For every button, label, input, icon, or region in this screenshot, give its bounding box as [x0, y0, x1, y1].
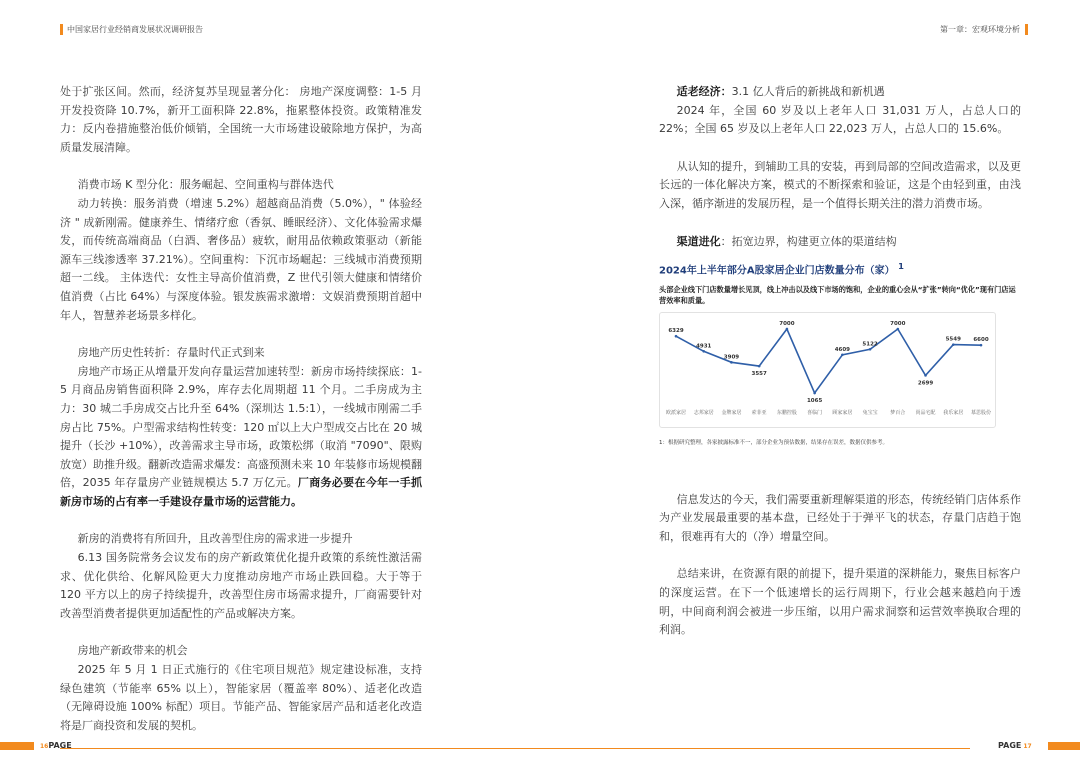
- data-point: [786, 328, 789, 331]
- paragraph-summary: 总结来讲，在资源有限的前提下，提升渠道的深耕能力，聚焦目标客户的深度运营。在下一个低速增长的运行周期下，行业会越来越趋向于透明，中间商利润会被进一步压缩，以用户需求洞察和运营效率换取合理的利润。: [659, 567, 1021, 637]
- real-estate-turn-text: 房地产市场正从增量开发向存量运营加速转型：新房市场持续探底：1-5 月商品房销售面积降 2.9%，库存去化周期超 11 个月。二手房成为主力：30 城二手房成交占比升至 64%（深圳达 1.5:1），一线城市刚需二手房占比 75%。户型需求结构性转变：120 ㎡以上大户型成交占比在 20 城提升（长沙 +10%），改善需求主导市场，政策松绑（取消 "7090"、限购放宽）助推升级。翻新改造需求爆发：高盛预测未来 10 年装修市场规模翻倍，2035 年存量房产业链规模达 5.7 万亿元。: [60, 364, 422, 490]
- data-label: 1065: [806, 398, 823, 405]
- heading-channel-evolution: [659, 233, 1021, 252]
- data-label: 2699: [917, 380, 934, 387]
- footer-accent-left: [0, 742, 34, 750]
- data-label: 4931: [696, 343, 712, 350]
- data-label: 6600: [973, 337, 989, 344]
- left-page-column: [60, 83, 422, 735]
- paragraph-consumer-market: 动力转换：服务消费（增速 5.2%）超越商品消费（5.0%），" 体验经济 " 成新刚需。健康养生、情绪疗愈（香氛、睡眠经济）、文化体验需求爆发，而传统高端商品（白酒、奢侈品）疲软，耐用品依赖政策驱动（新能源车三线渗透率 37.21%）。空间重构：下沉市场崛起：三线城市消费预期超一二线。 主体迭代：女性主导高价值消费，Z 世代引领大健康和情绪价值消费（占比 64%）与深度体验。银发族需求激增：文娱消费预期首超中年人，智慧养老场景多样化。: [60, 196, 422, 322]
- data-point: [924, 374, 927, 377]
- x-tick-label: 喜临门: [807, 410, 823, 417]
- chapter-title-header: 第一章：宏观环境分析: [940, 24, 1028, 35]
- x-tick-label: 兔宝宝: [862, 410, 878, 417]
- paragraph-real-estate-turn: [60, 363, 422, 512]
- page-number-right: 17: [1023, 743, 1032, 750]
- data-point: [813, 392, 816, 395]
- right-page-column: [659, 83, 1021, 640]
- data-label: 4609: [834, 346, 851, 353]
- paragraph-new-housing: 6.13 国务院常务会议发布的房产新政策优化提升政策的系统性激活需求、优化供给、化解风险更大力度推动房地产市场止跌回稳。大于等于 120 平方以上的房子持续提升，改善型住房市场需求提升，厂商需要针对改善型消费者提供更加适配性的产品或解决方案。: [60, 551, 422, 620]
- x-tick-label: 东鹏控股: [776, 410, 797, 417]
- heading-policy-opportunity: 房地产新政带来的机会: [77, 644, 188, 658]
- footer-rule-right: [480, 748, 970, 749]
- paragraph-channel-info: 信息发达的今天，我们需要重新理解渠道的形态，传统经销门店体系作为产业发展最重要的基本盘，已经处于于弹平飞的状态，存量门店趋于饱和，很难再有大的（净）增量空间。: [659, 492, 1021, 543]
- x-tick-label: 志邦家居: [693, 410, 714, 417]
- channel-evolution-title: ：拓宽边界，构建更立体的渠道结构: [720, 234, 897, 248]
- data-label: 5549: [945, 336, 961, 343]
- x-tick-label: 尚品宅配: [915, 410, 936, 417]
- data-point: [869, 348, 872, 351]
- data-point: [702, 350, 705, 353]
- paragraph-aging-population: 2024 年，全国 60 岁及以上老年人口 31,031 万人，占总人口的 22%；全国 65 岁及以上老年人口 22,023 万人，占总人口的 15.6%。: [659, 103, 1021, 136]
- data-label: 6329: [668, 328, 684, 335]
- paragraph-economy: 处于扩张区间。然而，经济复苏呈现显著分化： 房地产深度调整：1-5 月开发投资降 10.7%，新开工面积降 22.8%，拖累整体投资。政策精准发力：反内卷措施整治低价倾销，全国统一大市场建设破除地方保护，为高质量发展清障。: [60, 85, 422, 154]
- data-point: [758, 365, 761, 368]
- page-word-left: PAGE: [48, 741, 72, 750]
- data-label: 7000: [890, 321, 906, 328]
- data-label: 3909: [723, 354, 740, 361]
- chart-plot-area: [659, 312, 996, 428]
- chart-title: [659, 257, 1021, 281]
- heading-consumer-market: 消费市场 K 型分化：服务崛起、空间重构与群体迭代: [77, 178, 334, 192]
- aging-economy-title: 3.1 亿人背后的新挑战和新机遇: [731, 85, 885, 98]
- data-point: [897, 328, 900, 331]
- channel-evolution-label: 渠道进化: [676, 234, 721, 248]
- store-count-chart: [659, 257, 1021, 453]
- aging-economy-label: 适老经济：: [676, 85, 732, 98]
- data-label: 5122: [862, 341, 878, 348]
- paragraph-aging-market: 从认知的提升，到辅助工具的安装，再到局部的空间改造需求，以及更长远的一体化解决方案，模式的不断探索和验证，这是个由轻到重，由浅入深，循序渐进的发展历程，是一个值得长期关注的潜力消费市场。: [659, 159, 1021, 210]
- chart-footnote: 1：根据研究整理，各家披露标准不一，部分企业为预估数据，结果存在误差，数据仅供参考。: [659, 440, 889, 447]
- page-label-left: [40, 741, 72, 750]
- x-tick-label: 梦百合: [890, 410, 906, 417]
- page-label-right: [998, 741, 1032, 750]
- series-line: [676, 329, 981, 393]
- chart-title-footnote-mark: 1: [898, 261, 904, 272]
- data-point: [730, 361, 733, 364]
- heading-aging-economy: [659, 83, 1021, 102]
- paragraph-policy-opportunity: 2025 年 5 月 1 日正式施行的《住宅项目规范》规定建设标准，支持绿色建筑（节能率 65% 以上），智能家居（覆盖率 80%）、适老化改造（无障碍设施 100% 标配）项目。节能产品、智能家居产品和适老化改造将是厂商投资和发展的契机。: [60, 663, 422, 732]
- x-tick-label: 欧派家居: [665, 410, 687, 417]
- line-chart-svg: [660, 313, 997, 429]
- data-point: [952, 343, 955, 346]
- data-point: [675, 335, 678, 338]
- data-label: 7000: [779, 321, 795, 328]
- x-tick-label: 金牌家居: [721, 410, 742, 417]
- x-tick-label: 我乐家居: [943, 410, 964, 417]
- x-tick-label: 索菲亚: [751, 410, 767, 417]
- real-estate-bold-conclusion: 厂商务必要在今年一手抓新房市场的占有率一手建设存量市场的运营能力。: [60, 476, 422, 508]
- chart-title-text: 2024年上半年部分A股家居企业门店数量分布（家）: [659, 265, 895, 277]
- x-tick-label: 慕思股份: [970, 410, 992, 417]
- heading-real-estate-turn: 房地产历史性转折：存量时代正式到来: [77, 346, 265, 360]
- page-number-left: 16: [40, 743, 49, 750]
- page-word-right: PAGE: [998, 741, 1022, 750]
- footer-accent-right: [1048, 742, 1080, 750]
- report-title-header: 中国家居行业经销商发展状况调研报告: [60, 24, 203, 35]
- heading-new-housing: 新房的消费将有所回升，且改善型住房的需求进一步提升: [77, 532, 353, 546]
- data-point: [841, 354, 844, 357]
- data-label: 3557: [751, 371, 767, 378]
- data-point: [980, 344, 983, 347]
- chart-subtitle: 头部企业线下门店数量增长见顶，线上冲击以及线下市场的饱和，企业的重心会从“扩张”转向“优化”现有门店运营效率和质量。: [659, 285, 1016, 305]
- x-tick-label: 顾家家居: [832, 410, 853, 417]
